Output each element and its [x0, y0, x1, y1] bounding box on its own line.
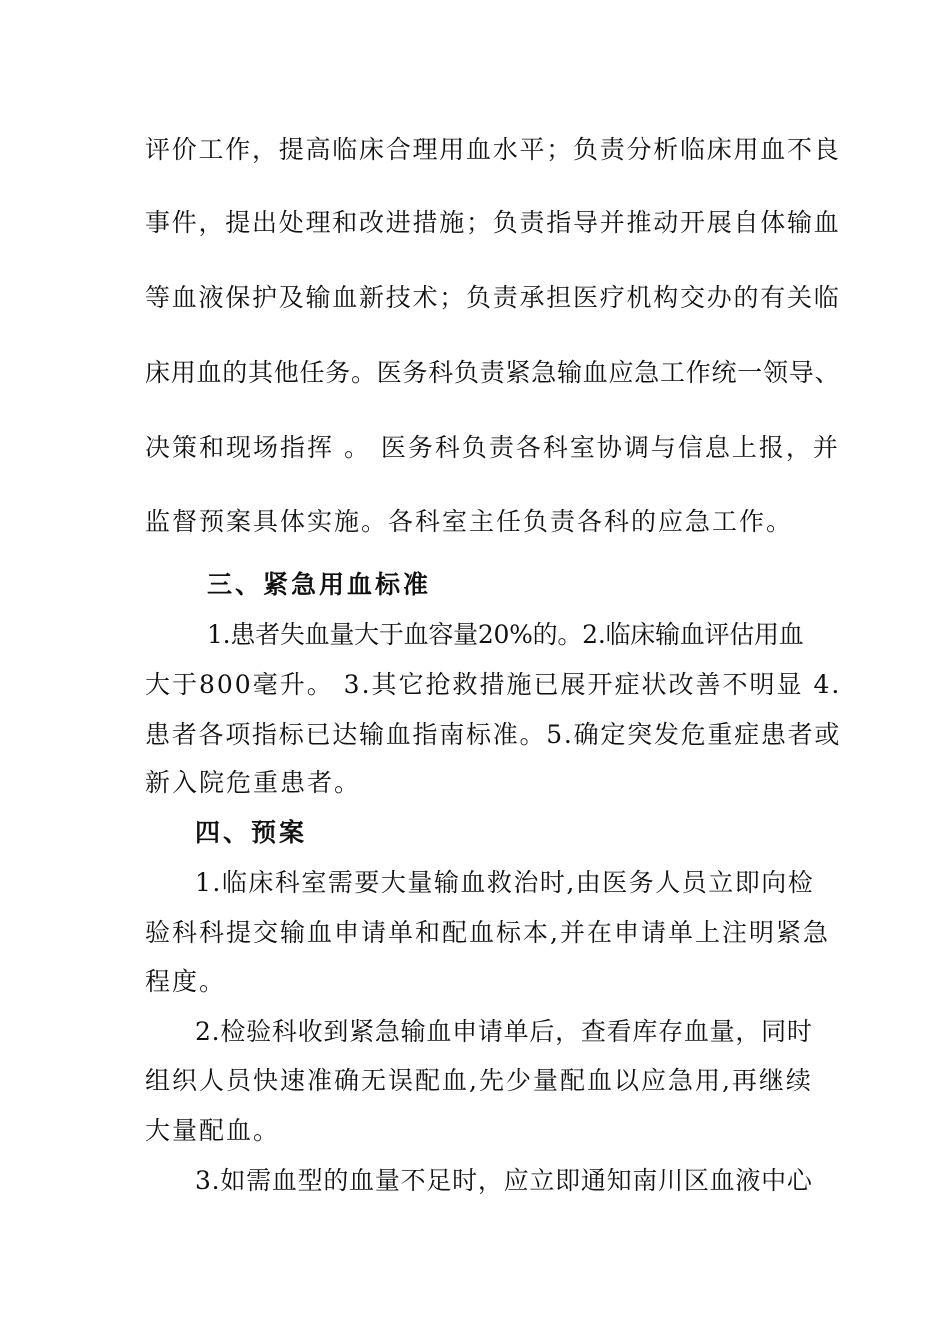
paragraph-line: 新入院危重患者。	[145, 768, 362, 797]
paragraph-line: 评价工作，提高临床合理用血水平；负责分析临床用血不良	[145, 135, 841, 164]
paragraph-line: 验科科提交输血申请单和配血标本,并在申请单上注明紧急	[145, 918, 830, 947]
paragraph-line: 事件，提出处理和改进措施；负责指导并推动开展自体输血	[145, 208, 841, 237]
section-heading-3: 三、紧急用血标准	[207, 570, 432, 599]
paragraph-line: 决策和现场指挥 。 医务科负责各科室协调与信息上报，并	[145, 433, 840, 462]
section-heading-4: 四、预案	[195, 818, 308, 847]
paragraph-line: 等血液保护及输血新技术；负责承担医疗机构交办的有关临	[145, 283, 841, 312]
paragraph-line: 患者各项指标已达输血指南标准。5.确定突发危重症患者或	[145, 720, 842, 749]
paragraph-line: 3.如需血型的血量不足时，应立即通知南川区血液中心	[195, 1166, 813, 1195]
paragraph-line: 大于800毫升。 3.其它抢救措施已展开症状改善不明显 4.	[145, 670, 842, 699]
paragraph-line: 1.患者失血量大于血容量20%的。2.临床输血评估用血	[207, 620, 804, 649]
paragraph-line: 组织人员快速准确无误配血,先少量配血以应急用,再继续	[145, 1066, 813, 1095]
paragraph-line: 监督预案具体实施。各科室主任负责各科的应急工作。	[145, 507, 794, 536]
paragraph-line: 程度。	[145, 967, 227, 996]
paragraph-line: 大量配血。	[145, 1116, 281, 1145]
paragraph-line: 1.临床科室需要大量输血救治时,由医务人员立即向检	[195, 868, 815, 897]
paragraph-line: 床用血的其他任务。医务科负责紧急输血应急工作统一领导、	[145, 358, 841, 387]
paragraph-line: 2.检验科收到紧急输血申请单后，查看库存血量，同时	[195, 1017, 813, 1046]
